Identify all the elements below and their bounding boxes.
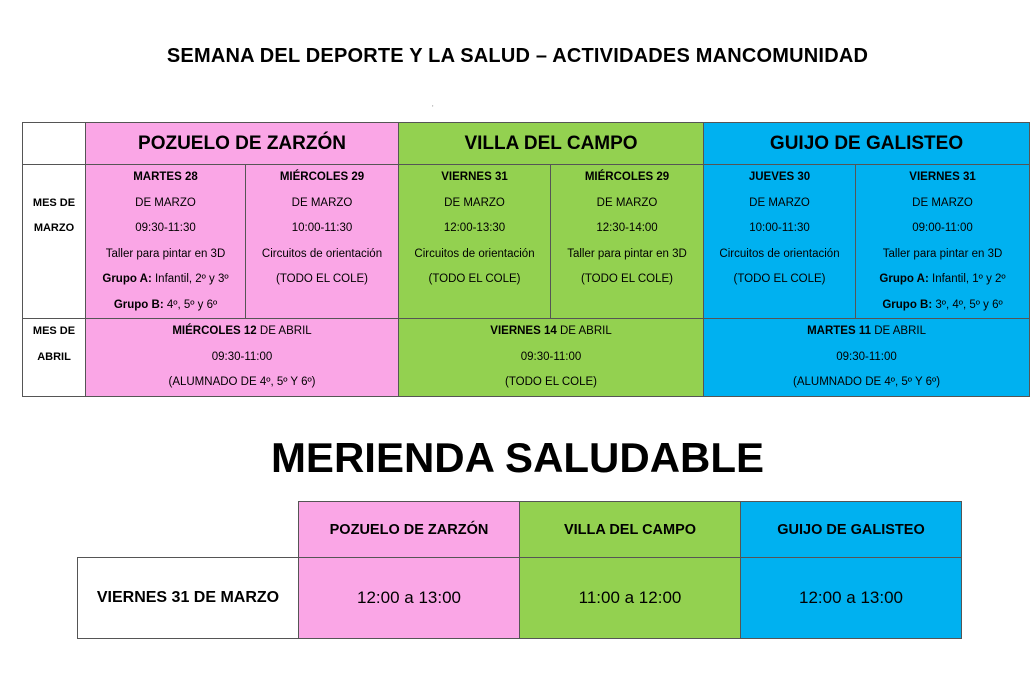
town-header-guijo: GUIJO DE GALISTEO bbox=[704, 123, 1030, 165]
activity-group-a: Grupo A: Infantil, 1º y 2º bbox=[879, 273, 1006, 285]
activity-time: 09:30-11:00 bbox=[520, 350, 582, 363]
activity-group-b: Grupo B: 4º, 5º y 6º bbox=[113, 298, 218, 311]
merienda-corner bbox=[78, 502, 299, 558]
merienda-time-guijo: 12:00 a 13:00 bbox=[741, 558, 962, 639]
activity-note: (ALUMNADO DE 4º, 5º Y 6º) bbox=[168, 376, 316, 388]
activity-time: 09:30-11:30 bbox=[135, 222, 196, 234]
activity-note: (TODO EL COLE) bbox=[275, 273, 369, 285]
activity-day: JUEVES 30 bbox=[748, 171, 811, 183]
activity-cell bbox=[704, 165, 856, 319]
activity-month: DE MARZO bbox=[135, 196, 196, 209]
activity-time: 09:00-11:00 bbox=[912, 222, 973, 234]
activity-group-b: Grupo B: 3º, 4º, 5º y 6º bbox=[882, 298, 1003, 311]
activity-time: 09:30-11:00 bbox=[211, 350, 273, 363]
merienda-row bbox=[78, 558, 962, 639]
activity-time: 09:30-11:00 bbox=[836, 350, 897, 363]
activities-table bbox=[22, 122, 1030, 397]
activity-note: (TODO EL COLE) bbox=[733, 273, 826, 285]
activity-date: MARTES 11 DE ABRIL bbox=[807, 325, 926, 337]
page-title: SEMANA DEL DEPORTE Y LA SALUD – ACTIVIDADES MANCOMUNIDAD bbox=[166, 45, 869, 67]
activity-day: MIÉRCOLES 29 bbox=[279, 171, 365, 183]
activity-cell bbox=[399, 165, 551, 319]
merienda-time-pozuelo: 12:00 a 13:00 bbox=[299, 558, 520, 639]
activity-name: Taller para pintar en 3D bbox=[105, 247, 226, 260]
activity-name: Circuitos de orientación bbox=[414, 247, 535, 260]
activity-cell bbox=[551, 165, 704, 319]
merienda-header-row bbox=[78, 502, 962, 558]
activity-time: 12:00-13:30 bbox=[443, 222, 506, 234]
merienda-header-pozuelo: POZUELO DE ZARZÓN bbox=[299, 502, 520, 558]
corner-cell bbox=[23, 123, 86, 165]
merienda-table bbox=[77, 501, 962, 639]
activity-month: DE MARZO bbox=[291, 196, 353, 209]
activity-day: MARTES 28 bbox=[133, 171, 198, 183]
activity-date: VIERNES 14 DE ABRIL bbox=[490, 325, 612, 337]
towns-header-row bbox=[23, 123, 1030, 165]
stray-mark: ' bbox=[432, 104, 434, 113]
month-label-april: MES DE ABRIL bbox=[23, 319, 86, 397]
merienda-header-villa: VILLA DEL CAMPO bbox=[520, 502, 741, 558]
activity-cell bbox=[399, 319, 704, 397]
merienda-title: MERIENDA SALUDABLE bbox=[270, 434, 765, 481]
activity-cell bbox=[856, 165, 1030, 319]
march-row bbox=[23, 165, 1030, 319]
merienda-day: VIERNES 31 DE MARZO bbox=[78, 558, 299, 639]
activity-day: MIÉRCOLES 29 bbox=[584, 171, 670, 183]
activity-name: Circuitos de orientación bbox=[261, 247, 383, 260]
town-header-pozuelo: POZUELO DE ZARZÓN bbox=[86, 123, 399, 165]
activity-date: MIÉRCOLES 12 DE ABRIL bbox=[172, 325, 312, 337]
activity-month: DE MARZO bbox=[444, 196, 505, 209]
activity-day: VIERNES 31 bbox=[441, 171, 508, 183]
activity-month: DE MARZO bbox=[749, 196, 810, 209]
activity-month: DE MARZO bbox=[596, 196, 658, 209]
activity-cell bbox=[246, 165, 399, 319]
activity-month: DE MARZO bbox=[912, 196, 973, 209]
town-header-villa: VILLA DEL CAMPO bbox=[399, 123, 704, 165]
april-row bbox=[23, 319, 1030, 397]
activity-note: (ALUMNADO DE 4º, 5º Y 6º) bbox=[793, 376, 941, 388]
activity-note: (TODO EL COLE) bbox=[581, 273, 674, 285]
activity-name: Taller para pintar en 3D bbox=[882, 247, 1003, 260]
activity-cell bbox=[86, 319, 399, 397]
activity-cell bbox=[704, 319, 1030, 397]
activity-group-a: Grupo A: Infantil, 2º y 3º bbox=[102, 273, 229, 285]
activity-cell bbox=[86, 165, 246, 319]
activity-name: Circuitos de orientación bbox=[719, 247, 840, 260]
activity-time: 10:00-11:30 bbox=[749, 222, 810, 234]
month-label-march: MES DE MARZO bbox=[23, 165, 86, 319]
activity-time: 12:30-14:00 bbox=[596, 222, 658, 234]
activity-note: (TODO EL COLE) bbox=[428, 273, 521, 285]
merienda-time-villa: 11:00 a 12:00 bbox=[520, 558, 741, 639]
activity-name: Taller para pintar en 3D bbox=[567, 247, 687, 260]
activity-note: (TODO EL COLE) bbox=[505, 376, 598, 388]
merienda-header-guijo: GUIJO DE GALISTEO bbox=[741, 502, 962, 558]
activity-day: VIERNES 31 bbox=[909, 171, 976, 183]
activity-time: 10:00-11:30 bbox=[291, 222, 353, 234]
